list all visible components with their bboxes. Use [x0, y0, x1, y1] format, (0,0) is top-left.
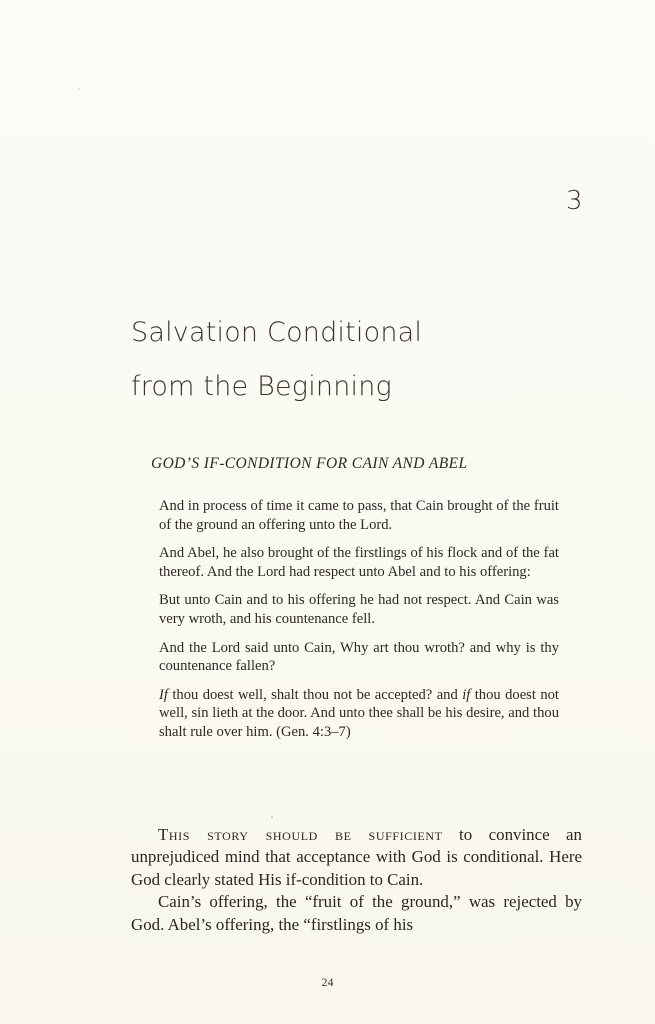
paragraph-1-text: to convince an unprejudiced mind that acceptance with God is conditional. Here God clearly stated His if-condition to Cain. [131, 825, 583, 889]
paper-speck [271, 816, 273, 818]
scripture-verse-1: And in process of time it came to pass, that Cain brought of the fruit of the ground an offering unto the Lord. [159, 498, 559, 533]
scripture-verse-4: And the Lord said unto Cain, Why art thou wroth? and why is thy countenance fallen? [159, 639, 559, 675]
emphasis-if-1: If [159, 686, 168, 703]
scripture-verse-2: And Abel, he also brought of the firstlings of his flock and of the fat thereof. And the Lord had respect unto Abel and to his offering: [159, 545, 559, 580]
verse-5-part-2: thou doest not well, sin lieth at the door. And unto thee shall be his desire, and thou shalt rule over him. (Gen. 4:3–7) [159, 686, 559, 740]
scripture-verse-5 [159, 686, 559, 742]
body-paragraph-2: Cain’s offering, the “fruit of the ground,” was rejected by God. Abel’s offering, the “firstlings of his [131, 892, 582, 934]
scripture-quote [159, 497, 559, 742]
chapter-title-line-2: from the Beginning [131, 371, 392, 402]
paragraph-lead-in: This story should be sufficient [158, 825, 443, 844]
verse-5-part-1: thou doest well, shalt thou not be accepted? and [167, 686, 463, 703]
emphasis-if-2: if [462, 686, 471, 703]
section-heading: GOD’S IF-CONDITION FOR CAIN AND ABEL [151, 455, 468, 472]
chapter-title-line-1: Salvation Conditional [131, 317, 423, 348]
paper-speck [78, 88, 80, 90]
scripture-verse-3: But unto Cain and to his offering he had not respect. And Cain was very wroth, and his countenance fell. [159, 592, 559, 627]
body-paragraph-1 [131, 824, 582, 891]
body-text [131, 824, 582, 936]
chapter-number: 3 [566, 186, 583, 216]
page-number: 24 [321, 975, 334, 989]
chapter-title [131, 306, 531, 414]
